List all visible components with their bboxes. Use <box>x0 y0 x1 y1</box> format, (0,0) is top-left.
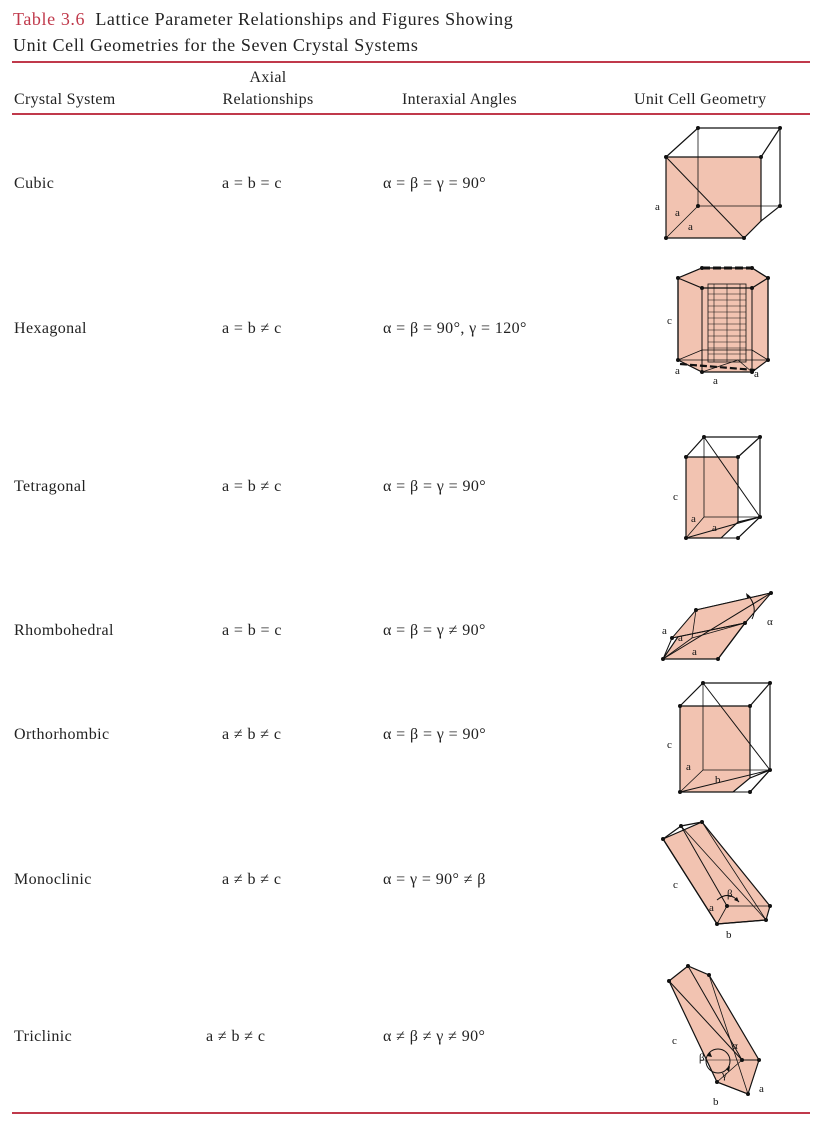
interaxial-angles: α ≠ β ≠ γ ≠ 90° <box>383 1028 486 1045</box>
table-title-line-1: Lattice Parameter Relationships and Figures Showing <box>95 9 514 29</box>
interaxial-angles: α = β = 90°, γ = 120° <box>383 320 527 337</box>
axial-relationship: a ≠ b ≠ c <box>222 871 282 888</box>
crystal-system-name: Monoclinic <box>14 871 92 888</box>
axial-relationship: a ≠ b ≠ c <box>206 1028 266 1045</box>
header-axial-bottom: Relationships <box>222 91 314 108</box>
angle-label: β <box>699 1052 705 1064</box>
interaxial-angles: α = γ = 90° ≠ β <box>383 871 486 888</box>
axis-label: b <box>713 1096 719 1108</box>
rhombohedral-unit-cell-figure <box>650 583 790 668</box>
table-caption <box>13 6 513 58</box>
axis-label: b <box>726 929 732 941</box>
axis-label: c <box>667 739 672 751</box>
axial-relationship: a ≠ b ≠ c <box>222 726 282 743</box>
axis-label: a <box>688 221 693 233</box>
axis-label: c <box>673 491 678 503</box>
top-rule <box>12 61 810 63</box>
hexagonal-unit-cell-figure <box>650 264 790 394</box>
axis-label: a <box>675 365 680 377</box>
crystal-system-name: Rhombohedral <box>14 622 114 639</box>
axial-relationship: a = b ≠ c <box>222 478 282 495</box>
tetragonal-unit-cell-figure <box>665 432 775 547</box>
axis-label: c <box>672 1035 677 1047</box>
axis-label: a <box>759 1083 764 1095</box>
axis-label: a <box>709 902 714 914</box>
interaxial-angles: α = β = γ = 90° <box>383 726 487 743</box>
angle-label: β <box>727 888 733 900</box>
axial-relationship: a = b ≠ c <box>222 320 282 337</box>
orthorhombic-unit-cell-figure <box>660 678 780 803</box>
table-number: Table 3.6 <box>13 9 86 29</box>
triclinic-unit-cell-figure <box>660 962 770 1107</box>
axis-label: a <box>662 625 667 637</box>
crystal-system-name: Triclinic <box>14 1028 73 1045</box>
monoclinic-unit-cell-figure <box>655 818 785 943</box>
axis-label: b <box>715 774 721 786</box>
interaxial-angles: α = β = γ = 90° <box>383 478 487 495</box>
axis-label: a <box>675 207 680 219</box>
crystal-system-name: Orthorhombic <box>14 726 110 743</box>
axis-label: a <box>754 368 759 380</box>
axis-label: a <box>712 522 717 534</box>
bottom-rule <box>12 1112 810 1114</box>
caption-line-1 <box>13 6 513 32</box>
axial-relationship: a = b = c <box>222 175 282 192</box>
axis-label: c <box>673 879 678 891</box>
header-rule <box>12 113 810 115</box>
axis-label: a <box>692 646 697 658</box>
interaxial-angles: α = β = γ ≠ 90° <box>383 622 486 639</box>
axis-label: a <box>678 632 683 644</box>
crystal-system-name: Hexagonal <box>14 320 87 337</box>
angle-label: α <box>732 1040 738 1052</box>
angle-label: α <box>767 616 773 628</box>
header-unit-cell-geometry: Unit Cell Geometry <box>634 91 767 108</box>
header-axial-top: Axial <box>249 69 287 86</box>
table-title-line-2: Unit Cell Geometries for the Seven Crystal Systems <box>13 35 419 55</box>
axis-label: a <box>655 201 660 213</box>
crystal-system-name: Tetragonal <box>14 478 87 495</box>
axis-label: a <box>691 513 696 525</box>
cubic-unit-cell-figure <box>650 122 790 247</box>
interaxial-angles: α = β = γ = 90° <box>383 175 487 192</box>
header-crystal-system: Crystal System <box>14 91 116 108</box>
axis-label: c <box>667 315 672 327</box>
angle-label: γ <box>722 1069 727 1081</box>
axis-label: a <box>686 761 691 773</box>
header-interaxial-angles: Interaxial Angles <box>402 91 517 108</box>
crystal-system-name: Cubic <box>14 175 55 192</box>
axial-relationship: a = b = c <box>222 622 282 639</box>
axis-label: a <box>713 375 718 387</box>
